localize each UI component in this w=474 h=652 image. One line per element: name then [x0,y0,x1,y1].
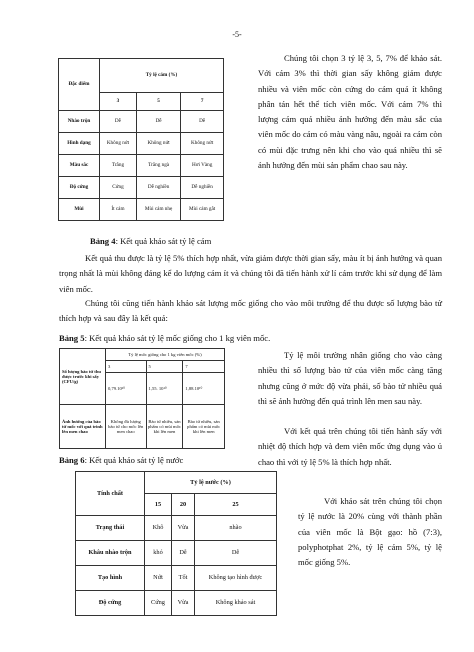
table1-cell: Dễ [181,111,224,133]
table3-cell: Dễ [195,541,277,566]
paragraph-water-result: Với khảo sát trên chúng tôi chọn tỷ lệ nước là 20% cùng với thành phần của viên mốc là Bột gạo: hồ (7:3), polyphotphat 2%, tỷ lệ cám 5%, tỷ lệ mốc giống 5%. [298,496,442,568]
table2-cell: 1,88.10¹⁰ [183,373,225,405]
table-row [59,199,224,221]
table5-caption-text: : Kết quả khảo sát tỷ lệ mốc giống cho 1 kg viên mốc. [84,333,271,343]
table3-row-label: Trạng thái [76,516,145,541]
table3-cell: Vừa [172,591,195,616]
table3-cell: Cứng [145,591,172,616]
table-row [76,566,277,591]
paragraph-inoculum-discussion: Tỷ lệ môi trường nhân giống cho vào càng nhiều thì số lượng bào tử của viên mốc càng tăng nhưng cũng ở mức độ vừa phải, số bào tử nhiều quá thì sẽ ảnh hưởng đến quá trình lên men sau này. [258,350,442,406]
table1-cell: Không nứt [181,133,224,155]
paragraph-inoculum-intro: Chúng tôi cũng tiến hành khảo sát lượng mốc giống cho vào môi trường để thu được số lượng bào tử thích hợp và sau đây là kết quả: [59,298,442,324]
table-row [59,111,224,133]
table4-caption-label: Bảng 4 [90,236,116,246]
table1-cell: Dễ [136,111,180,133]
table1-header-feature: Đặc điểm [59,59,100,111]
paragraph-bran-result: Kết quả thu được là tỷ lệ 5% thích hợp nhất, vừa giảm được thời gian sấy, màu ít bị ảnh hưởng và quan trọng nhất là mùi không đáng kể do lượng cám ít và chúng tôi đã tiến hành xử lí cám trước khi sử dụng để làm viên mốc. [59,253,442,294]
table-row [59,155,224,177]
table1-col: 3 [100,93,137,111]
table2-cell: Bào tử nhiều, sản phẩm có mùi mốc khi lên men [183,405,225,449]
table1-cell: Trắng ngà [136,155,180,177]
table2-col: 7 [183,361,225,373]
table3-cell: Khô [145,516,172,541]
table2-group-header: Tỷ lệ mốc giống cho 1 kg viên mốc (%) [106,349,225,361]
table3-row-label: Độ cứng [76,591,145,616]
table6-caption-label: Bảng 6 [59,455,85,465]
table2-row-header: Số lượng bào tử thu được trước khi sấy (CFU/g) [60,349,106,405]
table1-cell: Trắng [100,155,137,177]
table1-row-label: Màu sắc [59,155,100,177]
table3-row-label: Khâu nhào trộn [76,541,145,566]
table5-caption-label: Bảng 5 [59,333,85,343]
table2-col: 3 [106,361,147,373]
table1-row-label: Nhào trộn [59,111,100,133]
table1-header-group: Tỷ lệ cám (%) [100,59,224,93]
table3-cell: Vừa [172,516,195,541]
table2-col: 5 [146,361,183,373]
table5-caption [59,333,272,343]
table-row [76,591,277,616]
table1-cell: Không nứt [100,133,137,155]
table3-col: 15 [145,494,172,516]
table3-cell: Nứt [145,566,172,591]
table1-cell: Mùi cám nhẹ [136,199,180,221]
table2-cell: Không đủ lượng bào tử cho mốc lên men chao [106,405,147,449]
table1-cell: Hơi Vàng [181,155,224,177]
table2-effect-label: Ảnh hưởng của bào tử mốc với quá trình lên men chao [60,405,106,449]
table-row [76,516,277,541]
table3-col: 25 [195,494,277,516]
table2-cell: Bào tử nhiều, sản phẩm có mùi mốc khi lên men [146,405,183,449]
table-water-ratio [75,471,277,616]
table1-row-label: Độ cứng [59,177,100,199]
table3-cell: nhão [195,516,277,541]
table3-cell: Không khảo sát [195,591,277,616]
table-row [60,405,225,449]
table2-cell: 0,79.10¹⁰ [106,373,147,405]
table-inoculum-ratio [59,348,225,449]
table-row [76,541,277,566]
table1-cell: Dễ [100,111,137,133]
table1-cell: Ít cám [100,199,137,221]
table1-col: 7 [181,93,224,111]
table1-cell: Dễ nghiền [136,177,180,199]
table3-cell: khó [145,541,172,566]
table2-cell: 1,55. 10¹⁰ [146,373,183,405]
table-row [59,133,224,155]
table3-header-group: Tỷ lệ nước (%) [145,472,277,494]
table-row [59,177,224,199]
table3-col: 20 [172,494,195,516]
table4-caption [90,236,211,246]
table3-cell: Không tạo hình được [195,566,277,591]
table6-caption-text: : Kết quả khảo sát tỷ lệ nước [84,455,184,465]
paragraph-inoculum-result: Với kết quả trên chúng tôi tiến hành sấy với nhiệt độ thích hợp và đem viên mốc ứng dụng vào ủ chao thì với tỷ lệ 5% là thích hợp nhất. [258,426,442,467]
table4-caption-text: : Kết quả khảo sát tỷ lệ cám [115,236,212,246]
table1-cell: Dễ nghiền [181,177,224,199]
table1-row-label: Mùi [59,199,100,221]
table1-cell: Cứng [100,177,137,199]
table1-cell: Mùi cám gắt [181,199,224,221]
table-bran-ratio [58,58,224,221]
table3-cell: Dễ [172,541,195,566]
table1-row-label: Hình dạng [59,133,100,155]
table6-caption [59,455,183,465]
paragraph-bran-discussion: Chúng tôi chọn 3 tỷ lệ 3, 5, 7% để khảo sát. Với cám 3% thì thời gian sấy không giảm được nhiều và viên mốc còn cứng do cám quá ít không phân tán hết thể tích viên mốc. Với cám 7% thì lượng cám quá nhiều ảnh hưởng đến màu sắc của viên mốc do cám có màu vàng nâu, ngoài ra cám còn có mùi đặc trưng nên khi cho vào quá nhiều thì sẽ ảnh hưởng đến mùi sản phẩm chao sau này. [258,53,442,171]
table1-cell: Không nứt [136,133,180,155]
table1-col: 5 [136,93,180,111]
table3-row-label: Tạo hình [76,566,145,591]
page-number: -5- [232,30,242,39]
table3-header-feature: Tính chất [76,472,145,516]
table3-cell: Tốt [172,566,195,591]
